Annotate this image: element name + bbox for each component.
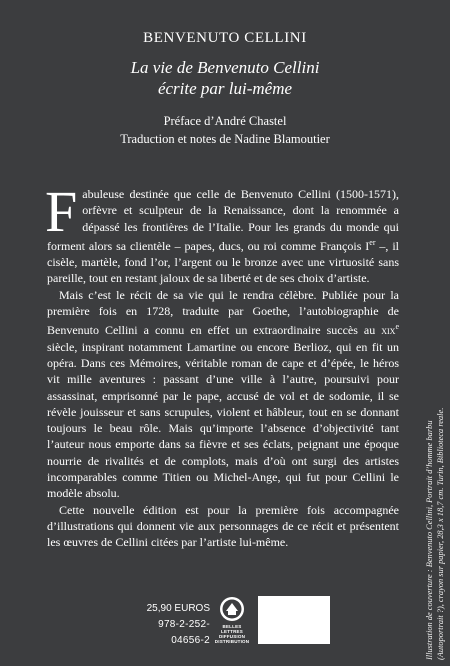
barcode-area [258,596,330,644]
caption-line-1: Illustration de couverture : Benvenuto Cellini, Portrait d’homme barbu [425,420,434,660]
blurb-text [45,179,399,551]
century-numeral: xix [381,323,396,338]
publisher-emblem-icon [219,596,245,622]
blurb-paragraph-2 [47,287,399,502]
publisher-line-2: DIFFUSION [218,634,246,639]
book-title [0,57,450,99]
price: 25,90 EUROS [146,603,210,614]
blurb-paragraph-3: Cette nouvelle édition est pour la première fois accompagnée d’illustrations qui donnent vie aux personnages de ce récit et présentent les œuvres de Cellini citées par l’artiste lui-même. [47,502,399,550]
preface-credit: Préface d’André Chastel [163,114,287,128]
publisher-line-1: BELLES LETTRES [221,624,243,634]
price-block [130,601,210,649]
cover-header [0,30,450,148]
blurb-paragraph-1-part-a: abuleuse destinée que celle de Benvenuto Cellini (1500-1571), orfèvre et sculpteur de la Renaissance, dont la renommée a dépassé les frontières de l’Italie. Pour les grands du monde qui forment alors sa clientèle – papes, ducs, ou roi comme François I [47,187,399,253]
blurb-paragraph-1-part-b: –, il cisèle, martèle, fond l’or, l’argent ou le bronze avec une virtuosité sans pareille, tout en restant jaloux de sa liberté et de ses choix d’artiste. [47,238,399,286]
century-superscript: e [395,322,399,332]
blurb-paragraph-2-part-a: Mais c’est le récit de sa vie qui le rendra célèbre. Publiée pour la première fois en 1728, traduite par Goethe, l’autobiographie de Benvenuto Cellini a connu en effet un extraordinaire succès au [47,287,399,338]
translation-credit: Traduction et notes de Nadine Blamoutier [120,132,330,146]
blurb-paragraph-1 [45,179,399,287]
credits [0,112,450,148]
blurb-paragraph-2-part-b: siècle, inspirant notamment Lamartine ou encore Berlioz, qui en fit un opéra. Dans ces Mémoires, véritable roman de cape et d’épée, le héros vit mille aventures : passant d’une ville à l’autre, poursuivi pour assassinat, emprisonné par le pape, accusé de vol et de sodomie, il se révèle jouisseur et sans scrupules, violent et hâbleur, tout en se donnant toujours le beau rôle. Mais qu’importe l’absence d’objectivité tant l’auteur nous emporte dans sa fièvre et ses éclats, peignant une époque nourrie de rivalités et de complots, mais d’où ont surgi des artistes incomparables comme Titien ou Michel-Ange, qui fut pour Cellini le modèle absolu. [47,339,399,501]
book-title-line-2: écrite par lui-même [157,79,293,98]
isbn: 978-2-252-04656-2 [158,619,210,646]
caption-line-2: (Autoportrait ?), crayon sur papier, 28,3 x 18,7 cm. Turin, Biblioteca reale. [435,407,445,660]
publisher-logo [214,596,250,650]
drop-cap: F [45,179,78,244]
cover-illustration-caption [425,388,446,660]
publisher-line-3: DISTRIBUTION [214,639,250,644]
publisher-name [214,624,250,644]
ordinal-superscript: er [369,237,376,247]
author-name: BENVENUTO CELLINI [143,30,307,46]
book-title-line-1: La vie de Benvenuto Cellini [130,58,320,77]
